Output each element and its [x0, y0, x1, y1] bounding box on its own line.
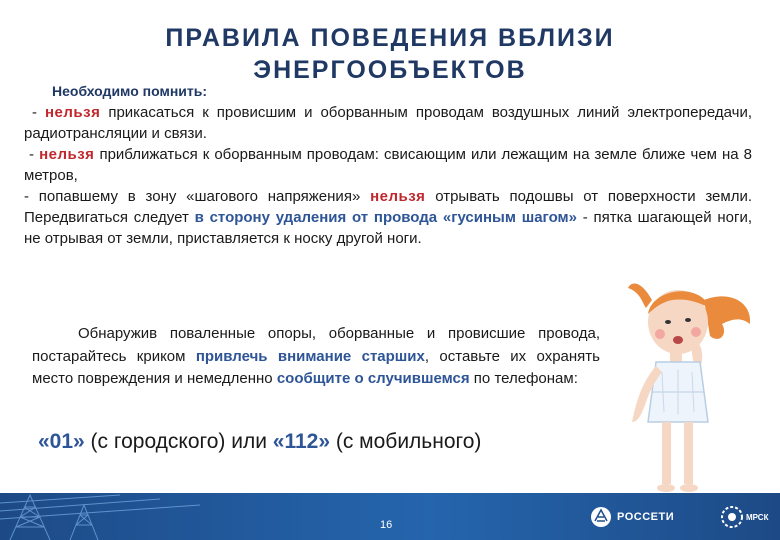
mobile-phone-text: (с мобильного): [330, 430, 482, 453]
city-phone-text: (с городского) или: [84, 430, 273, 453]
mrsk-emblem-icon: [720, 504, 744, 530]
mobile-phone-number: «112»: [272, 430, 331, 453]
notice-highlight-2: сообщите о случившемся: [276, 370, 470, 387]
notice-text-3: по телефонам:: [469, 370, 578, 387]
notice-highlight-1: привлечь внимание старших: [195, 347, 425, 365]
remember-heading: Необходимо помнить:: [52, 83, 208, 99]
phone-numbers: [38, 430, 481, 454]
rosseti-logo-text: РОССЕТИ: [617, 511, 675, 523]
rule-3-highlight: в сторону удаления от провода «гусиным шагом»: [194, 209, 577, 226]
rule-2-text: приближаться к оборванным проводам: свисающим или лежащим на земле ближе чем на 8 метров,: [24, 146, 752, 184]
rule-1-text: прикасаться к провисшим и оборванным проводам воздушных линий электропередачи, радиотрансляции и связи.: [24, 104, 753, 142]
rule-2: [24, 144, 752, 186]
power-tower-graphic: [0, 493, 200, 540]
mrsk-logo-text: МРСК: [746, 512, 769, 522]
notice-text-2: , оставьте их охранять место повреждения и немедленно: [32, 347, 600, 387]
rule-3: [24, 186, 752, 249]
rule-3-text-2: отрывать подошвы от поверхности земли. Передвигаться следует: [24, 188, 753, 226]
rule-1-keyword: нельзя: [44, 104, 101, 121]
girl-illustration: [612, 262, 760, 498]
city-phone-number: «01»: [38, 430, 85, 453]
rule-3-text-3: - пятка шагающей ноги, не отрывая от земли, приставляется к носку другой ноги.: [24, 209, 752, 247]
rules-block: [24, 102, 752, 249]
rule-2-keyword: нельзя: [39, 146, 95, 163]
mrsk-logo: [720, 504, 768, 530]
page-number: 16: [380, 519, 393, 531]
rosseti-emblem-icon: [590, 506, 612, 528]
rule-3-keyword: нельзя: [370, 188, 426, 205]
rosseti-logo: [590, 506, 674, 528]
rule-3-text-1: - попавшему в зону «шагового напряжения»: [24, 188, 371, 205]
notice-block: [32, 323, 600, 391]
rule-1: [24, 102, 752, 144]
page-title: ПРАВИЛА ПОВЕДЕНИЯ ВБЛИЗИ ЭНЕРГООБЪЕКТОВ: [165, 24, 615, 84]
notice-text-1: Обнаружив поваленные опоры, оборванные и провисшие провода, постарайтесь криком: [32, 325, 600, 365]
rule-2-dash: -: [29, 146, 40, 163]
notice-paragraph: [32, 323, 600, 391]
rule-1-dash: -: [31, 104, 45, 121]
